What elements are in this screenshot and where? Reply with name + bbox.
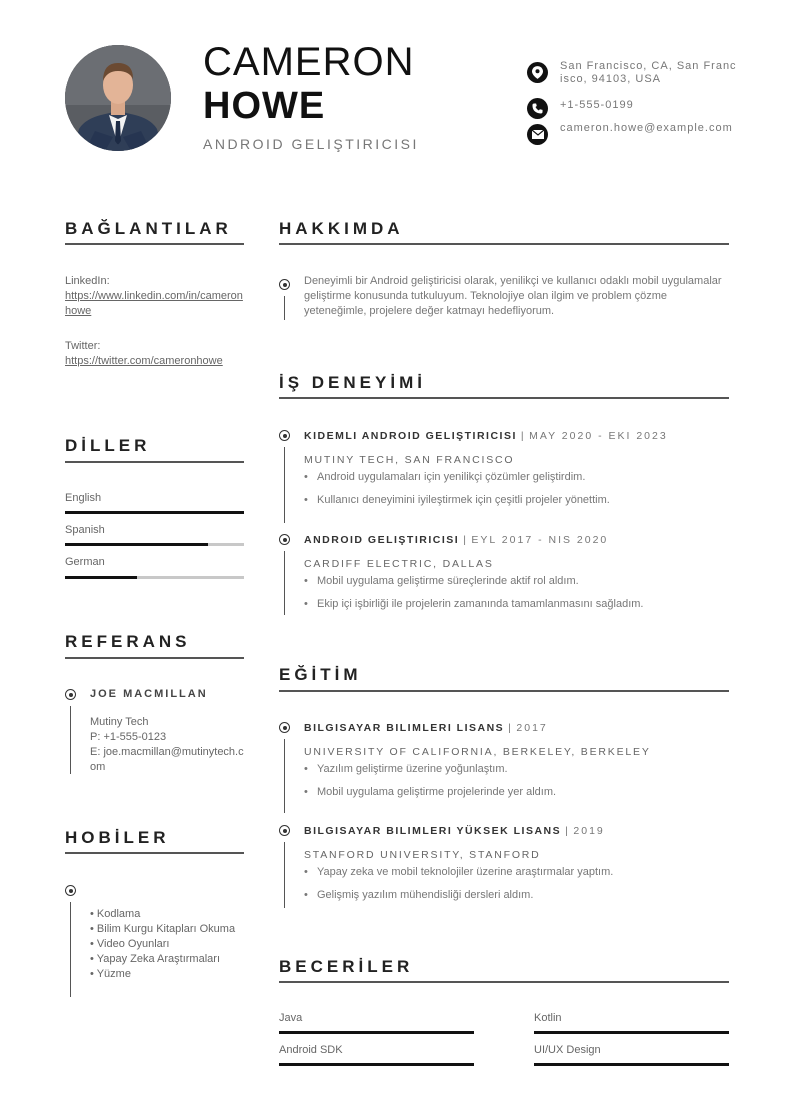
twitter-label: Twitter: xyxy=(65,340,101,352)
experience-heading: İŞ DENEYİMİ xyxy=(279,373,426,392)
language-name: German xyxy=(65,556,105,568)
education-divider xyxy=(279,690,729,692)
timeline-marker-icon xyxy=(279,722,290,733)
skill-level-bar xyxy=(534,1031,729,1034)
job-dates: MAY 2020 - EKI 2023 xyxy=(529,430,668,442)
first-name: CAMERON xyxy=(203,40,415,84)
list-item: • Yapay Zeka Araştırmaları xyxy=(90,953,220,965)
languages-heading: DİLLER xyxy=(65,436,151,455)
skill-label: Android SDK xyxy=(279,1044,343,1056)
job-role: ANDROID GELIŞTIRICISI xyxy=(304,534,460,546)
skills-heading: BECERİLER xyxy=(279,957,414,976)
timeline-marker-icon xyxy=(279,279,290,290)
linkedin-url[interactable]: https://www.linkedin.com/in/cameronhowe xyxy=(65,290,243,317)
email-text[interactable]: cameron.howe@example.com xyxy=(560,122,733,134)
timeline-marker-icon xyxy=(279,534,290,545)
job-entry-title xyxy=(304,430,668,442)
timeline-line xyxy=(284,447,285,523)
contact-address xyxy=(527,60,737,86)
language-level-fill xyxy=(65,576,137,579)
title-separator: | xyxy=(520,430,526,442)
job-title: ANDROID GELIŞTIRICISI xyxy=(203,136,419,152)
job-dates: EYL 2017 - NIS 2020 xyxy=(471,534,609,546)
about-heading: HAKKIMDA xyxy=(279,219,404,238)
experience-divider xyxy=(279,397,729,399)
list-item: • Android uygulamaları için yenilikçi çözümler geliştirdim. xyxy=(304,471,586,483)
twitter-url[interactable]: https://twitter.com/cameronhowe xyxy=(65,355,223,367)
phone-icon xyxy=(527,98,548,119)
envelope-icon xyxy=(527,124,548,145)
reference-name: JOE MACMILLAN xyxy=(90,688,208,700)
bullet-dot: • xyxy=(304,889,308,901)
reference-email: E: joe.macmillan@mutinytech.com xyxy=(90,746,244,773)
timeline-line xyxy=(70,902,71,997)
language-level-bar xyxy=(65,543,244,546)
timeline-line xyxy=(284,551,285,615)
profile-photo xyxy=(65,45,171,151)
references-divider xyxy=(65,657,244,659)
phone-text[interactable]: +1-555-0199 xyxy=(560,99,634,111)
skill-level-bar xyxy=(279,1063,474,1066)
list-item: • Mobil uygulama geliştirme projelerinde yer aldım. xyxy=(304,786,557,798)
school-name: STANFORD UNIVERSITY, STANFORD xyxy=(304,849,541,861)
job-entry-title xyxy=(304,534,608,546)
skill-label: UI/UX Design xyxy=(534,1044,601,1056)
list-item: • Bilim Kurgu Kitapları Okuma xyxy=(90,923,236,935)
timeline-marker-icon xyxy=(65,689,76,700)
language-name: English xyxy=(65,492,102,504)
languages-divider xyxy=(65,461,244,463)
title-separator: | xyxy=(463,534,468,546)
timeline-marker-icon xyxy=(65,885,76,896)
address-text: San Francisco, CA, San Francisco, 94103, USA xyxy=(560,60,737,85)
twitter-link-block xyxy=(65,339,245,369)
bullet-dot: • xyxy=(304,866,308,878)
about-divider xyxy=(279,243,729,245)
timeline-line xyxy=(70,706,71,774)
reference-company: Mutiny Tech xyxy=(90,716,149,728)
education-heading: EĞİTİM xyxy=(279,665,362,684)
hobby-list xyxy=(90,907,240,982)
bullet-dot: • xyxy=(304,575,308,587)
timeline-line xyxy=(284,842,285,908)
job-company: CARDIFF ELECTRIC, DALLAS xyxy=(304,558,494,570)
language-level-bar xyxy=(65,511,244,514)
about-text: Deneyimli bir Android geliştiricisi olarak, yenilikçi ve kullanıcı odaklı mobil uygulamalar geliştirme konusunda tutkuluyum. Teknolojiye olan ilgim ve problem çözme yeteneğimle, projelere değer katmayı hedefliyorum. xyxy=(304,275,722,317)
references-heading: REFERANS xyxy=(65,632,191,651)
bullet-dot: • xyxy=(304,598,308,610)
list-item: • Yazılım geliştirme üzerine yoğunlaştım. xyxy=(304,763,508,775)
timeline-line xyxy=(284,296,285,320)
bullet-dot: • xyxy=(304,471,308,483)
list-item: • Kodlama xyxy=(90,908,141,920)
hobbies-divider xyxy=(65,852,244,854)
hobbies-heading: HOBİLER xyxy=(65,828,170,847)
links-divider xyxy=(65,243,244,245)
language-level-fill xyxy=(65,543,208,546)
job-role: KIDEMLI ANDROID GELIŞTIRICISI xyxy=(304,430,517,442)
list-item: • Ekip içi işbirliği ile projelerin zamanında tamamlanmasını sağladım. xyxy=(304,598,644,610)
links-heading: BAĞLANTILAR xyxy=(65,219,232,238)
skills-divider xyxy=(279,981,729,983)
title-separator: | xyxy=(508,722,513,734)
language-level-fill xyxy=(65,511,244,514)
skill-label: Java xyxy=(279,1012,303,1024)
list-item: • Video Oyunları xyxy=(90,938,170,950)
location-pin-icon xyxy=(527,62,548,83)
bullet-dot: • xyxy=(304,494,308,506)
title-separator: | xyxy=(565,825,570,837)
degree-name: BILGISAYAR BILIMLERI LISANS xyxy=(304,722,505,734)
skill-label: Kotlin xyxy=(534,1012,562,1024)
bullet-dot: • xyxy=(304,786,308,798)
timeline-marker-icon xyxy=(279,825,290,836)
bullet-dot: • xyxy=(304,763,308,775)
skill-level-bar xyxy=(534,1063,729,1066)
timeline-marker-icon xyxy=(279,430,290,441)
job-company: MUTINY TECH, SAN FRANCISCO xyxy=(304,454,515,466)
school-name: UNIVERSITY OF CALIFORNIA, BERKELEY, BERKELEY xyxy=(304,746,651,758)
reference-phone: P: +1-555-0123 xyxy=(90,731,167,743)
linkedin-link-block xyxy=(65,274,245,319)
list-item: • Mobil uygulama geliştirme süreçlerinde aktif rol aldım. xyxy=(304,575,579,587)
list-item: • Gelişmiş yazılım mühendisliği dersleri aldım. xyxy=(304,889,534,901)
education-entry-title xyxy=(304,825,605,837)
list-item: • Kullanıcı deneyimini iyileştirmek için çeşitli projeler yönettim. xyxy=(304,494,610,506)
language-name: Spanish xyxy=(65,524,105,536)
education-entry-title xyxy=(304,722,548,734)
timeline-line xyxy=(284,739,285,813)
degree-name: BILGISAYAR BILIMLERI YÜKSEK LISANS xyxy=(304,825,562,837)
list-item: • Yüzme xyxy=(90,968,131,980)
contact-email xyxy=(527,122,737,145)
last-name: HOWE xyxy=(203,85,326,127)
list-item: • Yapay zeka ve mobil teknolojiler üzerine araştırmalar yaptım. xyxy=(304,866,614,878)
language-level-bar xyxy=(65,576,244,579)
graduation-year: 2019 xyxy=(573,825,605,837)
contact-phone xyxy=(527,96,737,119)
linkedin-label: LinkedIn: xyxy=(65,275,110,287)
graduation-year: 2017 xyxy=(516,722,548,734)
skill-level-bar xyxy=(279,1031,474,1034)
